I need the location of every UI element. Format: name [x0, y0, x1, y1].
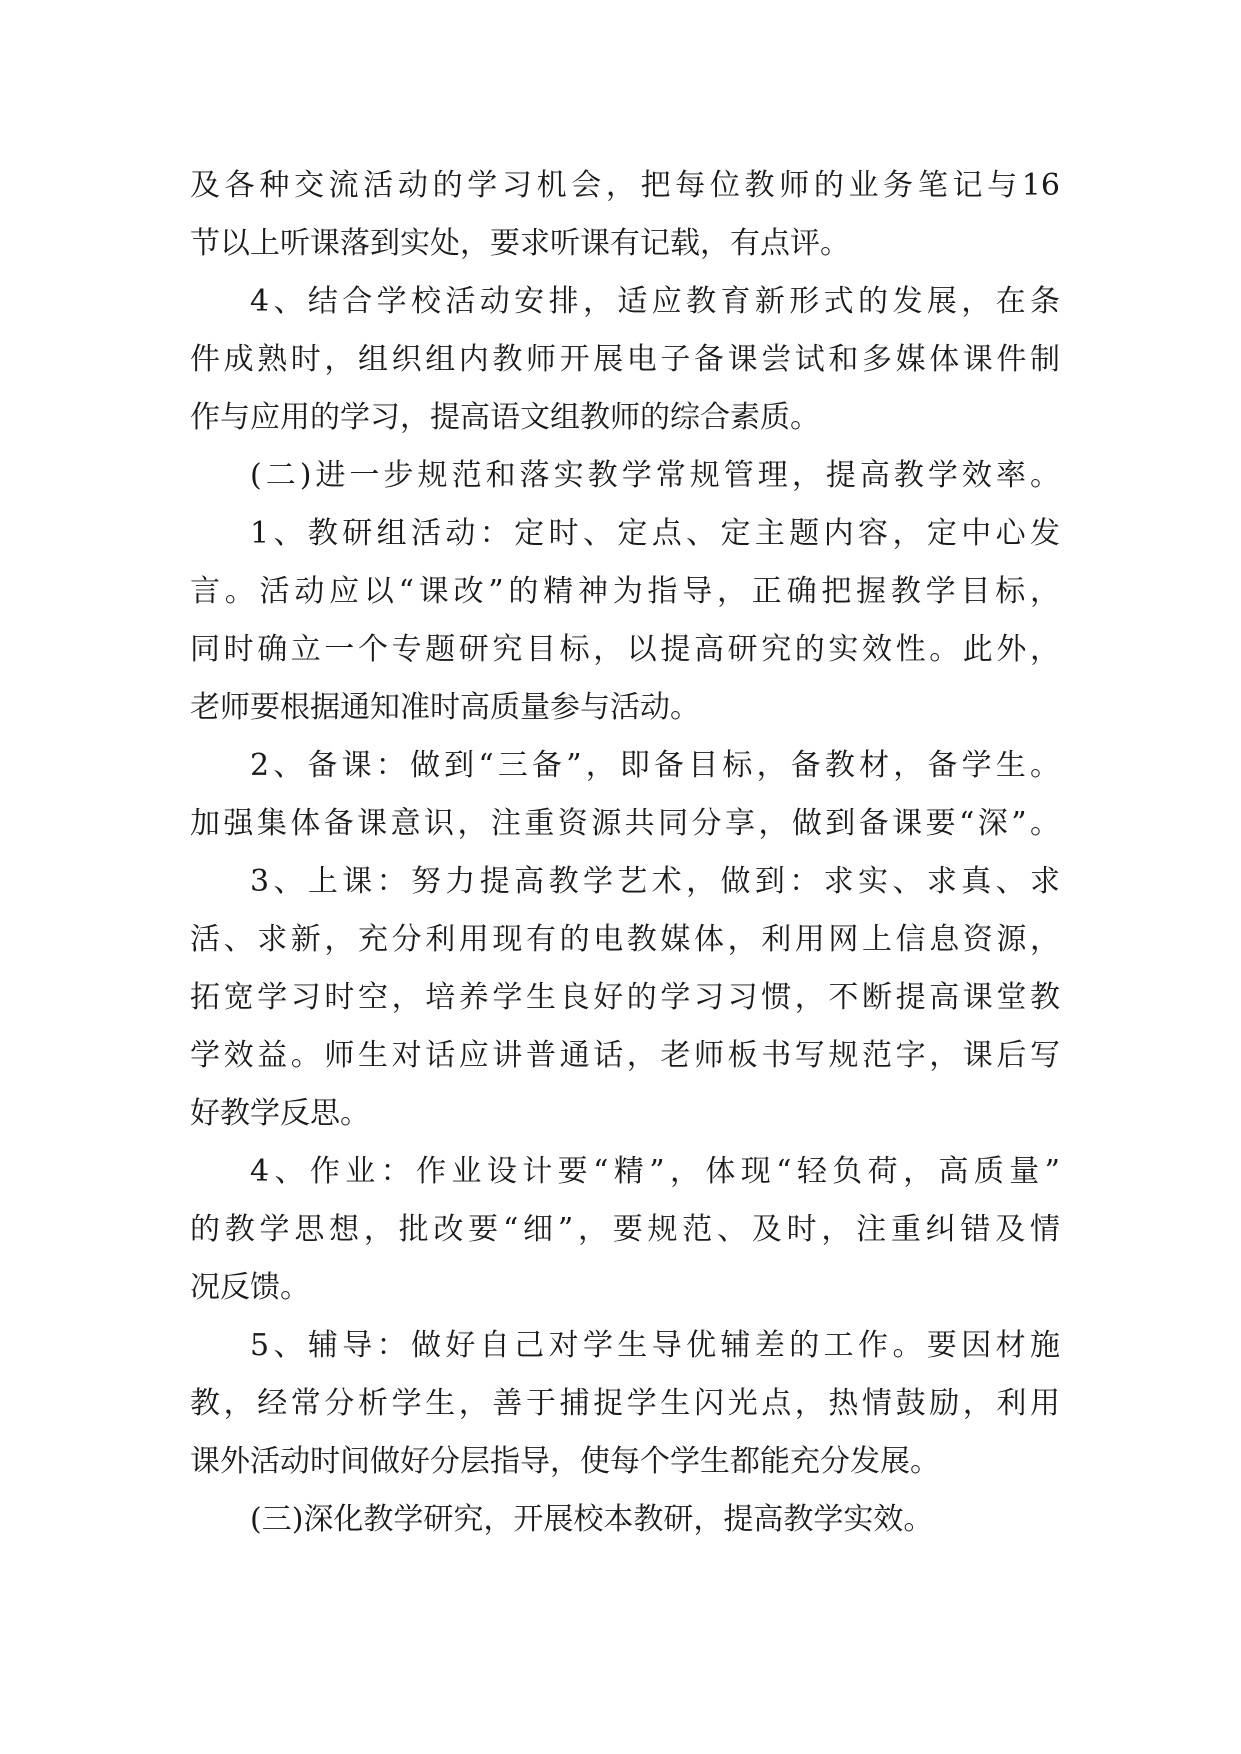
- section-heading: (二)进一步规范和落实教学常规管理，提高教学效率。: [250, 458, 1060, 493]
- text-line: 活、求新，充分利用现有的电教媒体，利用网上信息资源，: [190, 922, 1060, 957]
- text-line: 作与应用的学习，提高语文组教师的综合素质。: [190, 400, 820, 435]
- text-line: 言。活动应以“课改”的精神为指导，正确把握教学目标，: [190, 574, 1060, 609]
- text-line: 同时确立一个专题研究目标，以提高研究的实效性。此外，: [190, 632, 1060, 667]
- text-line: 学效益。师生对话应讲普通话，老师板书写规范字，课后写: [190, 1038, 1060, 1073]
- text-line: 拓宽学习时空，培养学生良好的学习习惯，不断提高课堂教: [190, 980, 1060, 1015]
- text-line: 教，经常分析学生，善于捕捉学生闪光点，热情鼓励，利用: [190, 1386, 1060, 1421]
- text-line: 2、备课：做到“三备”，即备目标，备教材，备学生。: [250, 748, 1060, 783]
- text-line: 件成熟时，组织组内教师开展电子备课尝试和多媒体课件制: [190, 342, 1060, 377]
- text-line: 5、辅导：做好自己对学生导优辅差的工作。要因材施: [250, 1328, 1060, 1363]
- text-line: 课外活动时间做好分层指导，使每个学生都能充分发展。: [190, 1444, 940, 1479]
- text-line: 的教学思想，批改要“细”，要规范、及时，注重纠错及情: [190, 1212, 1060, 1247]
- text-line: 老师要根据通知准时高质量参与活动。: [190, 690, 700, 725]
- text-line: 3、上课：努力提高教学艺术，做到：求实、求真、求: [250, 864, 1060, 899]
- text-line: 及各种交流活动的学习机会，把每位教师的业务笔记与16: [190, 168, 1060, 203]
- text-line: 4、结合学校活动安排，适应教育新形式的发展，在条: [250, 284, 1060, 319]
- text-line: 1、教研组活动：定时、定点、定主题内容，定中心发: [250, 516, 1060, 551]
- text-line: 好教学反思。: [190, 1096, 370, 1131]
- text-line: 节以上听课落到实处，要求听课有记载，有点评。: [190, 226, 850, 261]
- text-line: 加强集体备课意识，注重资源共同分享，做到备课要“深”。: [190, 806, 1060, 841]
- text-line: 况反馈。: [190, 1270, 310, 1305]
- section-heading: (三)深化教学研究，开展校本教研，提高教学实效。: [250, 1502, 934, 1537]
- text-line: 4、作业：作业设计要“精”，体现“轻负荷，高质量”: [250, 1154, 1060, 1189]
